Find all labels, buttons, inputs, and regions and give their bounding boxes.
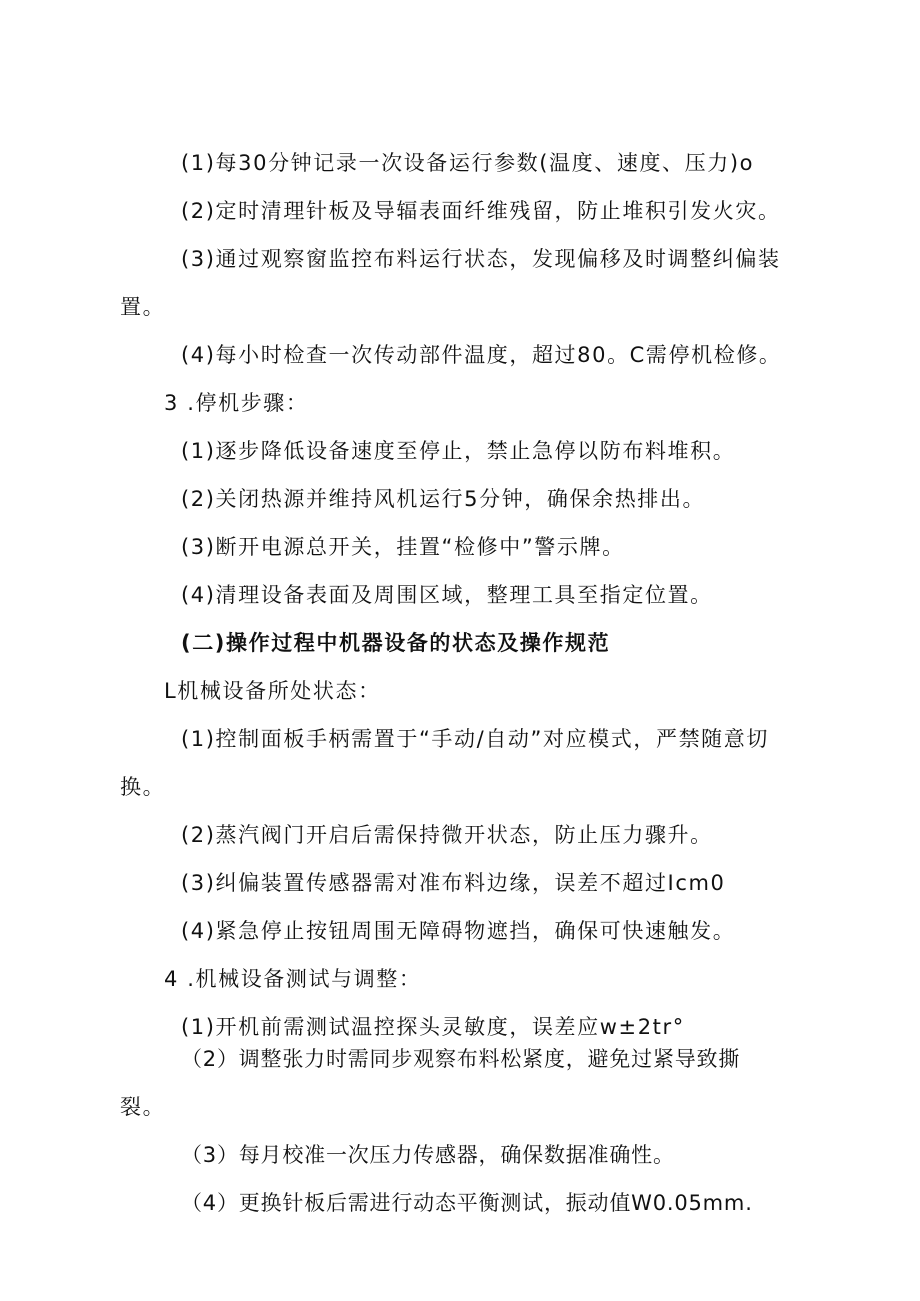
section-heading: 3 .停机步骤： xyxy=(164,391,309,415)
text-line: （2）调整张力时需同步观察布料松紧度，避免过紧导致撕 xyxy=(181,1047,741,1071)
text-line: (1)开机前需测试温控探头灵敏度，误差应w±2tr° xyxy=(181,1015,685,1039)
text-line: (3)纠偏装置传感器需对准布料边缘，误差不超过Icm0 xyxy=(181,871,726,895)
text-line: (4)每小时检查一次传动部件温度，超过80。C需停机检修。 xyxy=(181,343,782,367)
text-line: (1)控制面板手柄需置于“手动/自动”对应模式，严禁随意切 xyxy=(181,727,769,751)
text-line: (3)通过观察窗监控布料运行状态，发现偏移及时调整纠偏装 xyxy=(181,247,781,271)
text-line: （3）每月校准一次压力传感器，确保数据准确性。 xyxy=(181,1143,675,1167)
text-line: (4)清理设备表面及周围区域，整理工具至指定位置。 xyxy=(181,583,713,607)
text-line: 换。 xyxy=(120,775,166,799)
text-line: 裂。 xyxy=(120,1095,166,1119)
text-line: (2)蒸汽阀门开启后需保持微开状态，防止压力骤升。 xyxy=(181,823,713,847)
text-line: （4）更换针板后需进行动态平衡测试，振动值W0.05mm. xyxy=(181,1191,753,1215)
text-line: (1)逐步降低设备速度至停止，禁止急停以防布料堆积。 xyxy=(181,439,736,463)
text-line: (3)断开电源总开关，挂置“检修中”警示牌。 xyxy=(181,535,625,559)
text-line: (2)定时清理针板及导辐表面纤维残留，防止堆积引发火灾。 xyxy=(181,199,781,223)
text-line: (4)紧急停止按钮周围无障碍物遮挡，确保可快速触发。 xyxy=(181,919,736,943)
text-line: (1)每30分钟记录一次设备运行参数(温度、速度、压力)o xyxy=(181,151,755,175)
text-line: (2)关闭热源并维持风机运行5分钟，确保余热排出。 xyxy=(181,487,706,511)
section-heading: L机械设备所处状态： xyxy=(164,679,381,703)
text-line: 置。 xyxy=(120,295,166,319)
section-title: (二)操作过程中机器设备的状态及操作规范 xyxy=(181,631,611,655)
section-heading: 4 .机械设备测试与调整： xyxy=(164,967,422,991)
